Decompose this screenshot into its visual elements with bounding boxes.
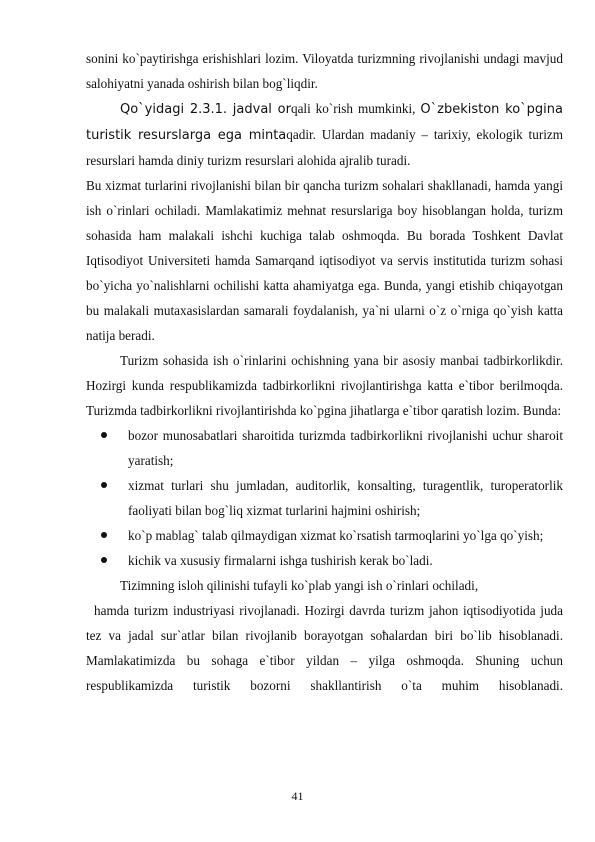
- uzbekistan-resources-text: O`zbekiston ko`pgina turistik resurslarga ega minta: [86, 102, 563, 143]
- paragraph-6: hamda turizm industriyasi rivojlanadi. Hozirgi davrda turizm jahon iqtisodiyotida juda tez va jadal sur`atlar bilan rivojlanib borayotgan soħalardan biri bo`lib ħisoblanadi. Mamlakatimizda bu sohaga e`tibor yildan – yilga oshmoqda. Shuning uchun respublikamizda turistik bozorni shakllantirish o`ta muhim hisoblanadi.: [86, 603, 563, 693]
- paragraph-2-text-a: qali ko`rish mumkinki,: [290, 101, 421, 116]
- paragraph-1: sonini ko`paytirishga erishishlari lozim. Viloyatda turizmning rivojlanishi undagi mavjud salohiyatni yanada oshirish bilan bog`liqdir.: [86, 51, 563, 91]
- paragraph-4: Turizm sohasida ish o`rinlarini ochishning yana bir asosiy manbai tadbirkorlikdir. Hozirgi kunda respublikamizda tadbirkorlikni rivojlantirishga katta e`tibor berilmoqda. Turizmda tadbirkorlikni rivojlantirishda ko`pgina jihatlarga e`tibor qaratish lozim. Bunda:: [86, 353, 563, 418]
- page-number: 41: [291, 789, 304, 803]
- bullet-icon: [101, 532, 107, 538]
- bullet-list: [86, 423, 563, 573]
- paragraph-5: Tizimning isloh qilinishi tufayli ko`plab yangi ish o`rinlari ochiladi,: [120, 578, 479, 593]
- list-item-text: kichik va xususiy firmalarni ishga tushirish kerak bo`ladi.: [128, 553, 433, 568]
- document-page: [86, 46, 563, 698]
- bullet-icon: [101, 557, 107, 563]
- paragraph-2: [86, 96, 563, 173]
- bullet-icon: [101, 432, 107, 438]
- paragraph-3: Bu xizmat turlarini rivojlanishi bilan bir qancha turizm sohalari shakllanadi, hamda yangi ish o`rinlari ochiladi. Mamlakatimiz mehnat resurslariga boy hisoblangan holda, turizm sohasida ham malakali ishchi kuchiga talab oshmoqda. Bu borada Toshkent Davlat Iqtisodiyot Universiteti hamda Samarqand iqtisodiyot va servis institutida turizm sohasi bo`yicha yo`nalishlarni ochilishi katta ahamiyatga ega. Bunda, yangi etishib chiqayotgan bu malakali mutaxasislardan samarali foydalanish, ya`ni ularni o`z o`rniga qo`yish katta natija beradi.: [86, 178, 563, 343]
- list-item-text: bozor munosabatlari sharoitida turizmda tadbirkorlikni rivojlanishi uchur sharoit yaratish;: [128, 428, 563, 468]
- table-reference-text: Qo`yidagi 2.3.1. jadval or: [120, 102, 291, 117]
- list-item: [86, 423, 563, 473]
- list-item-text: ko`p mablag` talab qilmaydigan xizmat ko`rsatish tarmoqlarini yo`lga qo`yish;: [128, 528, 544, 543]
- bullet-icon: [101, 482, 107, 488]
- list-item-text: xizmat turlari shu jumladan, auditorlik, konsalting, turagentlik, turoperatorlik faoliyati bilan bog`liq xizmat turlarini hajmini oshirish;: [128, 478, 563, 518]
- list-item: [86, 473, 563, 523]
- list-item: [86, 523, 563, 548]
- paragraph-2-text-b: qadir. Ulardan madaniy – tarixiy, ekologik turizm resurslari hamda diniy turizm resurslari alohida ajralib turadi.: [86, 127, 563, 168]
- list-item: [86, 548, 563, 573]
